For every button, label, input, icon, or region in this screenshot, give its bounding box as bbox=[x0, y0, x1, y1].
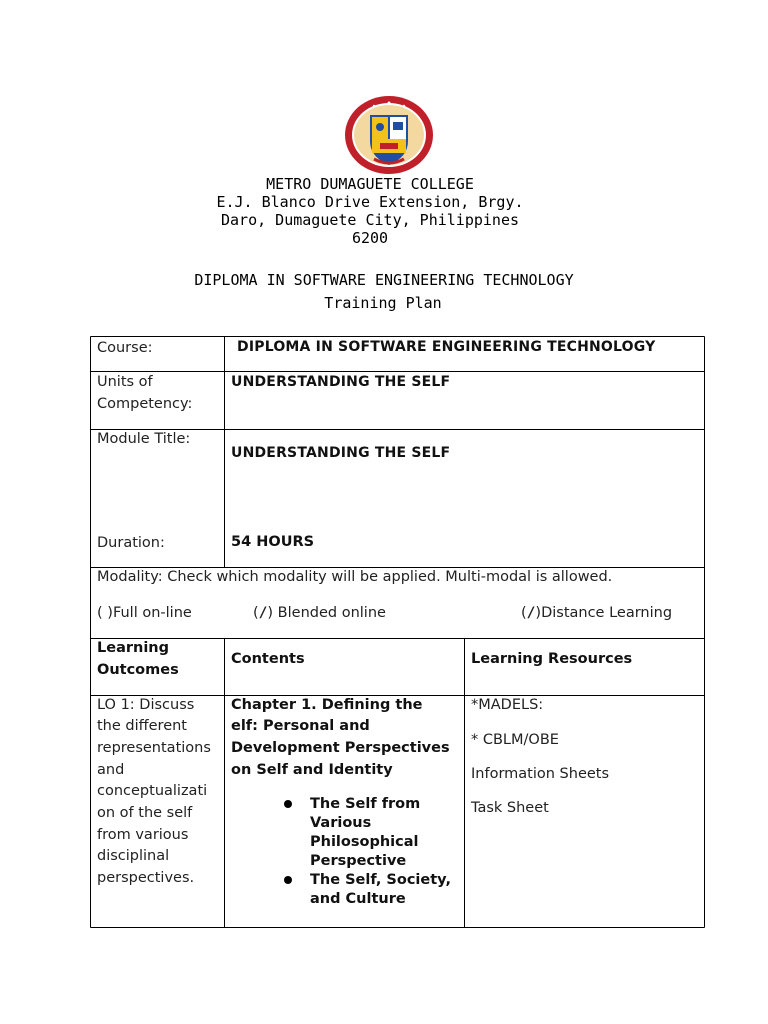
course-value: DIPLOMA IN SOFTWARE ENGINEERING TECHNOLOGY bbox=[237, 339, 656, 355]
program-title: DIPLOMA IN SOFTWARE ENGINEERING TECHNOLOGY bbox=[194, 271, 574, 289]
header-learning-outcomes-line2: Outcomes bbox=[97, 662, 179, 678]
module-title-label: Module Title: bbox=[97, 431, 191, 447]
bullet-dot bbox=[284, 876, 292, 884]
units-label-line1: Units of bbox=[97, 374, 153, 390]
address-line-2: Daro, Dumaguete City, Philippines bbox=[220, 211, 519, 229]
college-seal-logo bbox=[344, 95, 434, 175]
header-learning-resources: Learning Resources bbox=[471, 651, 633, 667]
resource-cblm-obe: * CBLM/OBE bbox=[471, 732, 559, 748]
modality-option-blended[interactable] bbox=[253, 603, 386, 625]
full-online-label: Full on-line bbox=[112, 605, 192, 621]
module-title-value: UNDERSTANDING THE SELF bbox=[231, 445, 451, 461]
resource-information-sheets: Information Sheets bbox=[471, 766, 610, 782]
modality-instruction: Modality: Check which modality will be applied. Multi-modal is allowed. bbox=[97, 569, 613, 585]
distance-checkbox[interactable]: (/) bbox=[521, 605, 542, 621]
blended-label: Blended online bbox=[273, 605, 386, 621]
resource-task-sheet: Task Sheet bbox=[471, 800, 549, 816]
resource-madels: *MADELS: bbox=[471, 697, 544, 713]
address-line-1: E.J. Blanco Drive Extension, Brgy. bbox=[216, 193, 524, 211]
college-name: METRO DUMAGUETE COLLEGE bbox=[266, 175, 474, 193]
header-contents: Contents bbox=[231, 651, 305, 667]
units-value: UNDERSTANDING THE SELF bbox=[231, 374, 451, 390]
bullet-dot bbox=[284, 800, 292, 808]
units-label-line2: Competency: bbox=[97, 396, 193, 412]
duration-value: 54 HOURS bbox=[231, 534, 315, 550]
postal-code: 6200 bbox=[351, 229, 389, 247]
modality-option-distance[interactable] bbox=[521, 603, 672, 625]
modality-option-full-online[interactable] bbox=[97, 603, 192, 625]
course-label: Course: bbox=[97, 340, 153, 356]
blended-checkbox[interactable]: (/) bbox=[253, 605, 274, 621]
full-online-checkbox[interactable]: ( ) bbox=[97, 605, 113, 621]
duration-label: Duration: bbox=[97, 535, 165, 551]
header-learning-outcomes-line1: Learning bbox=[97, 640, 170, 656]
document-title: Training Plan bbox=[324, 294, 442, 312]
distance-label: Distance Learning bbox=[541, 605, 673, 621]
